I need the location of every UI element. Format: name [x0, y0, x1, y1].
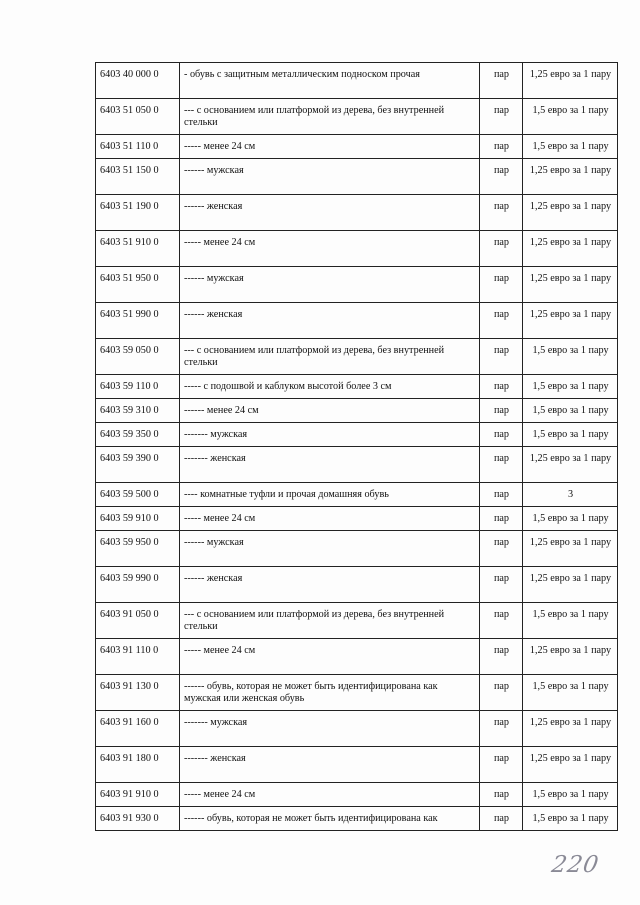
- rate-cell: 1,5 евро за 1 пару: [523, 135, 618, 159]
- rate-cell: 1,5 евро за 1 пару: [523, 399, 618, 423]
- rate-cell: 1,5 евро за 1 пару: [523, 339, 618, 375]
- description-cell: ------ менее 24 см: [180, 399, 480, 423]
- table-row: [96, 675, 618, 711]
- unit-cell: пар: [480, 195, 523, 231]
- unit-cell: пар: [480, 807, 523, 831]
- rate-cell: 1,25 евро за 1 пару: [523, 711, 618, 747]
- unit-cell: пар: [480, 339, 523, 375]
- rate-cell: 1,25 евро за 1 пару: [523, 195, 618, 231]
- table-row: [96, 423, 618, 447]
- description-cell: ------ мужская: [180, 531, 480, 567]
- description-cell: ----- менее 24 см: [180, 135, 480, 159]
- tn-ved-code-cell: 6403 59 910 0: [96, 507, 180, 531]
- table-row: [96, 807, 618, 831]
- tn-ved-code-cell: 6403 51 050 0: [96, 99, 180, 135]
- description-cell: ------- мужская: [180, 423, 480, 447]
- tn-ved-code-cell: 6403 59 390 0: [96, 447, 180, 483]
- tn-ved-code-cell: 6403 91 130 0: [96, 675, 180, 711]
- description-cell: --- с основанием или платформой из дерева, без внутренней стельки: [180, 603, 480, 639]
- unit-cell: пар: [480, 567, 523, 603]
- table-row: [96, 399, 618, 423]
- tn-ved-code-cell: 6403 59 990 0: [96, 567, 180, 603]
- unit-cell: пар: [480, 783, 523, 807]
- rate-cell: 1,25 евро за 1 пару: [523, 531, 618, 567]
- rate-cell: 1,25 евро за 1 пару: [523, 63, 618, 99]
- unit-cell: пар: [480, 675, 523, 711]
- description-cell: - обувь с защитным металлическим подноском прочая: [180, 63, 480, 99]
- description-cell: ------ обувь, которая не может быть идентифицирована как мужская или женская обувь: [180, 675, 480, 711]
- rate-cell: 1,25 евро за 1 пару: [523, 159, 618, 195]
- description-cell: ----- менее 24 см: [180, 783, 480, 807]
- tn-ved-code-cell: 6403 59 310 0: [96, 399, 180, 423]
- tn-ved-code-cell: 6403 51 190 0: [96, 195, 180, 231]
- rate-cell: 1,25 евро за 1 пару: [523, 567, 618, 603]
- unit-cell: пар: [480, 531, 523, 567]
- rate-cell: 1,25 евро за 1 пару: [523, 639, 618, 675]
- description-cell: ----- менее 24 см: [180, 507, 480, 531]
- unit-cell: пар: [480, 375, 523, 399]
- unit-cell: пар: [480, 423, 523, 447]
- rate-cell: 1,5 евро за 1 пару: [523, 675, 618, 711]
- unit-cell: пар: [480, 447, 523, 483]
- description-cell: ------ женская: [180, 567, 480, 603]
- rate-cell: 1,25 евро за 1 пару: [523, 447, 618, 483]
- tn-ved-code-cell: 6403 91 160 0: [96, 711, 180, 747]
- description-cell: ------ женская: [180, 195, 480, 231]
- table-row: [96, 339, 618, 375]
- unit-cell: пар: [480, 63, 523, 99]
- description-cell: ------ женская: [180, 303, 480, 339]
- tn-ved-code-cell: 6403 91 050 0: [96, 603, 180, 639]
- description-cell: --- с основанием или платформой из дерева, без внутренней стельки: [180, 99, 480, 135]
- table-row: [96, 567, 618, 603]
- unit-cell: пар: [480, 711, 523, 747]
- table-row: [96, 531, 618, 567]
- description-cell: ------ мужская: [180, 267, 480, 303]
- table-row: [96, 783, 618, 807]
- description-cell: --- с основанием или платформой из дерева, без внутренней стельки: [180, 339, 480, 375]
- tn-ved-code-cell: 6403 51 910 0: [96, 231, 180, 267]
- description-cell: ---- комнатные туфли и прочая домашняя обувь: [180, 483, 480, 507]
- rate-cell: 1,5 евро за 1 пару: [523, 423, 618, 447]
- description-cell: ----- менее 24 см: [180, 639, 480, 675]
- tn-ved-code-cell: 6403 59 350 0: [96, 423, 180, 447]
- table-row: [96, 507, 618, 531]
- tn-ved-code-cell: 6403 51 150 0: [96, 159, 180, 195]
- table-row: [96, 747, 618, 783]
- description-cell: ------- женская: [180, 747, 480, 783]
- table-row: [96, 195, 618, 231]
- unit-cell: пар: [480, 135, 523, 159]
- table-row: [96, 375, 618, 399]
- tn-ved-code-cell: 6403 59 500 0: [96, 483, 180, 507]
- table-row: [96, 639, 618, 675]
- tn-ved-code-cell: 6403 51 950 0: [96, 267, 180, 303]
- table-row: [96, 603, 618, 639]
- tn-ved-code-cell: 6403 40 000 0: [96, 63, 180, 99]
- tn-ved-code-cell: 6403 59 950 0: [96, 531, 180, 567]
- description-cell: ----- менее 24 см: [180, 231, 480, 267]
- tn-ved-code-cell: 6403 91 930 0: [96, 807, 180, 831]
- table-row: [96, 63, 618, 99]
- unit-cell: пар: [480, 99, 523, 135]
- description-cell: ------- женская: [180, 447, 480, 483]
- rate-cell: 1,25 евро за 1 пару: [523, 267, 618, 303]
- table-row: [96, 135, 618, 159]
- rate-cell: 1,5 евро за 1 пару: [523, 807, 618, 831]
- unit-cell: пар: [480, 747, 523, 783]
- table-row: [96, 711, 618, 747]
- tn-ved-code-cell: 6403 59 050 0: [96, 339, 180, 375]
- table-row: [96, 303, 618, 339]
- table-row: [96, 447, 618, 483]
- unit-cell: пар: [480, 303, 523, 339]
- unit-cell: пар: [480, 399, 523, 423]
- rate-cell: 1,25 евро за 1 пару: [523, 231, 618, 267]
- table-row: [96, 99, 618, 135]
- tn-ved-code-cell: 6403 91 180 0: [96, 747, 180, 783]
- unit-cell: пар: [480, 267, 523, 303]
- description-cell: ----- с подошвой и каблуком высотой более 3 см: [180, 375, 480, 399]
- rate-cell: 1,5 евро за 1 пару: [523, 783, 618, 807]
- rate-cell: 1,25 евро за 1 пару: [523, 747, 618, 783]
- rate-cell: 3: [523, 483, 618, 507]
- unit-cell: пар: [480, 483, 523, 507]
- unit-cell: пар: [480, 639, 523, 675]
- description-cell: ------ обувь, которая не может быть идентифицирована как: [180, 807, 480, 831]
- handwritten-page-number: 220: [549, 852, 602, 878]
- tn-ved-code-cell: 6403 51 110 0: [96, 135, 180, 159]
- unit-cell: пар: [480, 507, 523, 531]
- unit-cell: пар: [480, 159, 523, 195]
- tn-ved-code-cell: 6403 59 110 0: [96, 375, 180, 399]
- rate-cell: 1,5 евро за 1 пару: [523, 603, 618, 639]
- table-row: [96, 231, 618, 267]
- table-row: [96, 159, 618, 195]
- unit-cell: пар: [480, 231, 523, 267]
- unit-cell: пар: [480, 603, 523, 639]
- rate-cell: 1,25 евро за 1 пару: [523, 303, 618, 339]
- tn-ved-code-cell: 6403 91 110 0: [96, 639, 180, 675]
- tn-ved-code-cell: 6403 91 910 0: [96, 783, 180, 807]
- description-cell: ------- мужская: [180, 711, 480, 747]
- tn-ved-code-cell: 6403 51 990 0: [96, 303, 180, 339]
- tariff-table-body: [96, 63, 618, 831]
- tariff-table: [95, 62, 618, 831]
- rate-cell: 1,5 евро за 1 пару: [523, 375, 618, 399]
- rate-cell: 1,5 евро за 1 пару: [523, 507, 618, 531]
- rate-cell: 1,5 евро за 1 пару: [523, 99, 618, 135]
- table-row: [96, 483, 618, 507]
- table-row: [96, 267, 618, 303]
- description-cell: ------ мужская: [180, 159, 480, 195]
